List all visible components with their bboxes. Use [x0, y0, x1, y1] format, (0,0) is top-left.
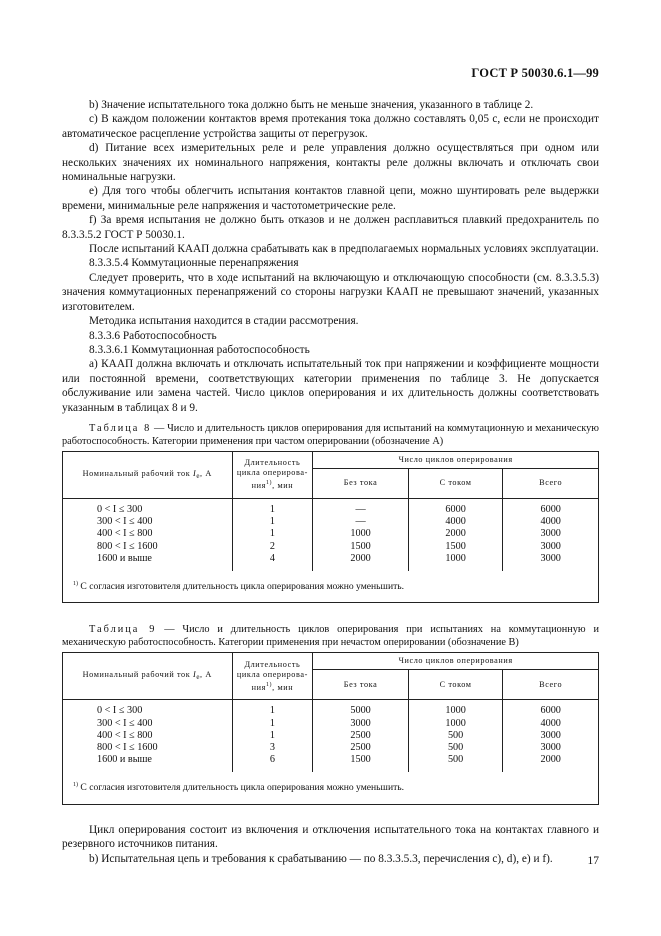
table-cell: 1600 и выше	[97, 552, 152, 564]
table-cell: 1600 и выше	[97, 754, 152, 766]
table-cell: 300 < I ≤ 400	[97, 516, 153, 528]
section-heading: 8.3.3.6 Работоспособность	[89, 329, 217, 342]
table-cell: 1	[269, 705, 275, 717]
table-cell: 3000	[540, 741, 561, 753]
table-cell: 3000	[540, 729, 561, 741]
section-heading: 8.3.3.5.4 Коммутационные перенапряжения	[89, 257, 299, 270]
paragraph: Цикл оперирования состоит из включения и отключения испытательного тока на контактах главного и резервного источников питания.	[62, 823, 599, 851]
table-cell: 300 < I ≤ 400	[97, 717, 153, 729]
table-cell: 5000	[350, 705, 371, 717]
col-header-with-current: С током	[408, 468, 503, 498]
paragraph: f) За время испытания не должно быть отказов и не должен расплавиться плавкий предохранитель по 8.3.3.5.2 ГОСТ Р 50030.1.	[62, 214, 599, 241]
current-symbol: I	[192, 468, 197, 478]
section-heading: 8.3.3.6.1 Коммутационная работоспособность	[89, 343, 310, 356]
table-cell: 2000	[445, 528, 466, 540]
table-cell: 1500	[350, 754, 371, 766]
table-cell: 6000	[445, 503, 466, 515]
footnote-mark: 1)	[265, 681, 273, 688]
table-cell: 2500	[350, 741, 371, 753]
col-header-no-current: Без тока	[313, 670, 409, 700]
table-cell: 1000	[445, 717, 466, 729]
col-header-cycle-duration: Длительность цикла оперирова- ния$^{1)}$, мин	[232, 653, 313, 700]
table-cell: 1000	[445, 705, 466, 717]
table-cell: 3000	[540, 528, 561, 540]
paragraph: Следует проверить, что в ходе испытаний на включающую и отключающую способности (см. 8.3.3.5.3) значения коммутационных перенапряжений со стороны нагрузки КААП не превышают значений, указанных изготовителем.	[62, 271, 599, 313]
column-total	[503, 498, 599, 571]
current-subscript: e	[196, 673, 201, 682]
table-8-caption-text: — Число и длительность циклов оперирования для испытаний на коммутационную и механическую работоспособность. Категории применения при частом оперировании (обозначение А)	[62, 422, 599, 447]
table-cell: 1	[269, 503, 275, 515]
table-8-label: Таблица 8	[89, 422, 152, 434]
table-cell: 1	[269, 528, 275, 540]
table-cell: 4000	[540, 516, 561, 528]
table-cell: 2500	[350, 729, 371, 741]
table-cell: 400 < I ≤ 800	[97, 528, 153, 540]
table-cell: 800 < I ≤ 1600	[97, 741, 158, 753]
column-with-current	[408, 700, 503, 773]
column-duration	[232, 498, 313, 571]
table-cell: 3000	[540, 552, 561, 564]
column-rated-current	[63, 498, 233, 571]
table-cell: 500	[447, 729, 464, 741]
col-header-total: Всего	[503, 468, 599, 498]
table-cell: —	[355, 516, 366, 528]
table-8-data	[63, 498, 599, 571]
table-cell: 6	[269, 754, 275, 766]
paragraph: d) Питание всех измерительных реле и реле управления должно осуществляться при одном или нескольких значениях их номинального напряжения, контакты реле должны включать и отключать свои номинальные нагрузки.	[62, 142, 599, 184]
footnote-mark: 1)	[73, 782, 78, 789]
body-text	[62, 98, 599, 866]
table-cell: 2000	[350, 552, 371, 564]
table-8	[62, 451, 599, 603]
footnote-mark: 1)	[265, 480, 273, 487]
table-cell: 1	[269, 516, 275, 528]
col-header-total: Всего	[503, 670, 599, 700]
paragraph: Методика испытания находится в стадии рассмотрения.	[89, 315, 359, 328]
col-header-cycles-count: Число циклов оперирования	[313, 451, 599, 468]
column-total	[503, 700, 599, 773]
table-9-caption	[62, 623, 599, 649]
paragraph: a) КААП должна включать и отключать испытательный ток при напряжении и коэффициенте мощности или постоянной времени, соответствующих категории применения по таблице 3. Не допускается обслуживание или замена частей. Число циклов оперирования и их длительность должны соответствовать указанным в таблицах 8 и 9.	[62, 358, 599, 414]
paragraph: e) Для того чтобы облегчить испытания контактов главной цепи, можно шунтировать реле выдержки времени, минимальные реле напряжения и частотометрические реле.	[62, 185, 599, 212]
col-header-cycle-duration: Длительность цикла оперирова- ния$^{1)}$, мин	[232, 451, 313, 498]
table-cell: 1500	[445, 540, 466, 552]
table-cell: 4	[269, 552, 275, 564]
table-8-footnote: $^{1)}$ С согласия изготовителя длительность цикла оперирования можно уменьшить.	[63, 571, 599, 603]
current-subscript: e	[196, 471, 201, 480]
paragraph: После испытаний КААП должна срабатывать как в предполагаемых нормальных условиях эксплуатации.	[89, 243, 599, 256]
standard-code-header: ГОСТ Р 50030.6.1—99	[471, 66, 599, 80]
column-rated-current	[63, 700, 233, 773]
table-cell: 500	[447, 741, 464, 753]
table-9-caption-text: — Число и длительность циклов оперирования при испытаниях на коммутационную и механическую работоспособность. Категории применения при нечастом оперировании (обозначение В)	[62, 624, 600, 649]
table-cell: 1	[269, 717, 275, 729]
page-number: 17	[587, 855, 599, 867]
column-no-current	[313, 700, 409, 773]
table-cell: 1500	[350, 540, 371, 552]
table-cell: 0 < I ≤ 300	[97, 503, 143, 515]
paragraph: b) Значение испытательного тока должно быть не меньше значения, указанного в таблице 2.	[89, 99, 534, 111]
table-cell: —	[355, 503, 366, 515]
col-header-with-current: С током	[408, 670, 503, 700]
table-cell: 3	[269, 741, 275, 753]
table-cell: 1000	[445, 552, 466, 564]
table-cell: 4000	[445, 516, 466, 528]
paragraph: c) В каждом положении контактов время протекания тока должно составлять 0,05 с, если не происходит автоматическое расцепление устройства защиты от перегрузок.	[62, 113, 599, 140]
table-cell: 6000	[540, 705, 561, 717]
col-header-cycles-count: Число циклов оперирования	[313, 653, 599, 670]
col-header-rated-current: Номинальный рабочий ток Ie, А	[63, 653, 233, 700]
table-cell: 4000	[540, 717, 561, 729]
table-9-label: Таблица 9	[89, 624, 157, 636]
column-with-current	[408, 498, 503, 571]
table-cell: 3000	[540, 540, 561, 552]
table-cell: 400 < I ≤ 800	[97, 729, 153, 741]
col-header-no-current: Без тока	[313, 468, 409, 498]
current-symbol: I	[192, 670, 197, 680]
table-cell: 2000	[540, 754, 561, 766]
table-cell: 500	[447, 754, 464, 766]
column-duration	[232, 700, 313, 773]
paragraph: b) Испытательная цепь и требования к срабатыванию — по 8.3.3.5.3, перечисления c), d), e) и f).	[89, 852, 553, 865]
col-header-rated-current: Номинальный рабочий ток Ie, А	[63, 451, 233, 498]
footnote-mark: 1)	[73, 580, 78, 587]
column-no-current	[313, 498, 409, 571]
table-cell: 1	[269, 729, 275, 741]
table-cell: 800 < I ≤ 1600	[97, 540, 158, 552]
table-9-data	[63, 700, 599, 773]
table-cell: 0 < I ≤ 300	[97, 705, 143, 717]
table-8-caption	[62, 422, 599, 448]
table-cell: 3000	[350, 717, 371, 729]
table-cell: 2	[269, 540, 275, 552]
table-cell: 1000	[350, 528, 371, 540]
table-cell: 6000	[540, 503, 561, 515]
table-9-footnote: $^{1)}$ С согласия изготовителя длительность цикла оперирования можно уменьшить.	[63, 772, 599, 804]
table-9	[62, 652, 599, 804]
